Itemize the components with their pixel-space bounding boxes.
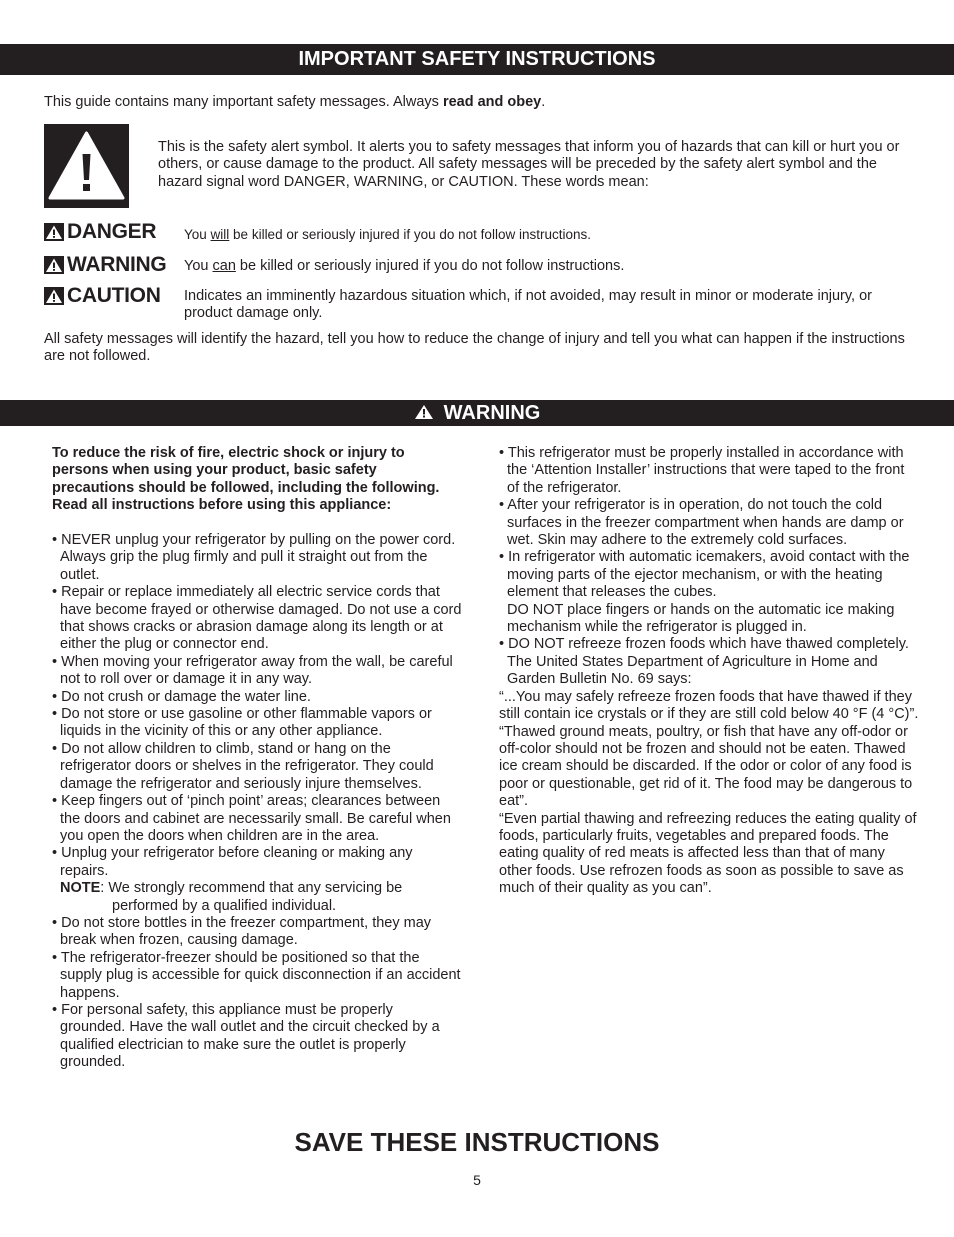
danger-label: DANGER (67, 220, 157, 243)
warning-bar-icon (414, 404, 434, 420)
quote-paragraph: “Thawed ground meats, poultry, or fish that have any off-odor or off-color should not be frozen and should not be eaten. Thawed ice cream should be discarded. If the odor or color of any food is poor or questionable, get rid of it. The food may be dangerous to eat”. (499, 723, 913, 810)
list-item: • DO NOT refreeze frozen foods which have thawed completely. The United States Department of Agriculture in Home and Garden Bulletin No. 69 says: (499, 636, 909, 688)
right-column (499, 445, 919, 898)
list-item: • Unplug your refrigerator before cleaning or making any repairs. (52, 845, 413, 879)
quote-paragraph: “Even partial thawing and refreezing reduces the eating quality of foods, particularly fruits, vegetables and prepared foods. The eating quality of red meats is affected less than that of many other foods. Use refrozen foods as soon as possible to save as much of their quality as you can”. (499, 810, 917, 897)
warning-warning-icon (44, 256, 64, 274)
danger-desc-pre: You (184, 227, 211, 242)
note-text: : We strongly recommend that any servicing be performed by a qualified individual. (100, 880, 403, 914)
intro-plain: This guide contains many important safety messages. Always (44, 94, 443, 110)
header-title: IMPORTANT SAFETY INSTRUCTIONS (298, 48, 656, 70)
left-column (52, 445, 462, 1072)
warning-description (184, 258, 624, 275)
list-item: • Keep fingers out of ‘pinch point’ areas; clearances between the doors and cabinet are necessarily small. Be careful when you open the doors when children are in the area. (52, 793, 451, 844)
summary-text: All safety messages will identify the hazard, tell you how to reduce the change of injury and tell you what can happen if the instructions are not followed. (44, 331, 905, 365)
quote-paragraph: “...You may safely refreeze frozen foods that have thawed if they still contain ice crystals or if they are still cold below 40 °F (4 °C)”. (499, 688, 919, 723)
list-item: • In refrigerator with automatic icemakers, avoid contact with the moving parts of the ejector mechanism, or with the heating element that releases the cubes. (499, 549, 910, 601)
warning-bar (0, 400, 954, 426)
list-item-continuation: DO NOT place fingers or hands on the automatic ice making mechanism while the refrigerator is plugged in. (507, 601, 895, 636)
caution-description: Indicates an imminently hazardous situation which, if not avoided, may result in minor or moderate injury, or product damage only. (184, 288, 872, 322)
warning-desc-post: be killed or seriously injured if you do not follow instructions. (235, 258, 625, 274)
list-item: • The refrigerator-freezer should be positioned so that the supply plug is accessible for quick disconnection if an accident happens. (52, 949, 461, 1001)
warning-desc-pre: You (184, 258, 213, 274)
danger-desc-emph: will (210, 227, 230, 242)
list-item: • This refrigerator must be properly installed in accordance with the ‘Attention Installer’ instructions that were taped to the front of the refrigerator. (499, 445, 905, 496)
warning-lead: To reduce the risk of fire, electric shock or injury to persons when using your product, basic safety precautions should be followed, including the following. Read all instructions before using this appliance: (52, 445, 440, 514)
list-item: • For personal safety, this appliance must be properly grounded. Have the wall outlet and the circuit checked by a qualified electrician to make sure the outlet is properly grounded. (52, 1001, 440, 1071)
alert-description: This is the safety alert symbol. It alerts you to safety messages that inform you of hazards that can kill or hurt you or others, or cause damage to the product. All safety messages will be preceded by the safety alert symbol and the hazard signal word DANGER, WARNING, or CAUTION. These words mean: (158, 139, 900, 190)
intro-end: . (541, 94, 546, 110)
caution-label: CAUTION (67, 284, 161, 307)
list-item: • After your refrigerator is in operation, do not touch the cold surfaces in the freezer compartment when hands are damp or wet. Skin may adhere to the extremely cold surfaces. (499, 497, 904, 549)
list-item: • Do not allow children to climb, stand or hang on the refrigerator doors or shelves in the refrigerator. They could damage the refrigerator and seriously injure themselves. (52, 740, 434, 792)
warning-bar-title: WARNING (443, 402, 541, 424)
danger-signal (44, 220, 156, 244)
danger-warning-icon (44, 223, 64, 241)
list-item: • Do not store bottles in the freezer compartment, they may break when frozen, causing damage. (52, 914, 432, 949)
list-item: • NEVER unplug your refrigerator by pulling on the power cord. Always grip the plug firmly and pull it straight out from the outlet. (52, 532, 456, 583)
note-item (52, 880, 462, 915)
list-item: • Repair or replace immediately all electric service cords that have become frayed or otherwise damaged. Do not use a cord that shows cracks or abrasion damage along its length or at either the plug or connector end. (52, 584, 462, 653)
list-item: • When moving your refrigerator away from the wall, be careful not to roll over or damage it in any way. (52, 653, 453, 688)
danger-description (184, 226, 591, 243)
warning-desc-emph: can (212, 258, 236, 274)
list-item: • Do not crush or damage the water line. (52, 688, 311, 705)
note-label: NOTE (60, 880, 101, 897)
warning-label: WARNING (67, 253, 167, 276)
intro-bold: read and obey (442, 94, 542, 110)
caution-signal (44, 284, 161, 308)
header-bar (0, 44, 954, 75)
page-number: 5 (473, 1172, 481, 1188)
danger-desc-post: be killed or seriously injured if you do not follow instructions. (229, 227, 591, 242)
caution-warning-icon (44, 287, 64, 305)
warning-signal (44, 253, 166, 277)
list-item: • Do not store or use gasoline or other flammable vapors or liquids in the vicinity of this or any other appliance. (52, 706, 432, 740)
safety-alert-icon (44, 124, 129, 208)
intro-text (44, 94, 545, 111)
save-instructions-heading: SAVE THESE INSTRUCTIONS (294, 1127, 660, 1157)
